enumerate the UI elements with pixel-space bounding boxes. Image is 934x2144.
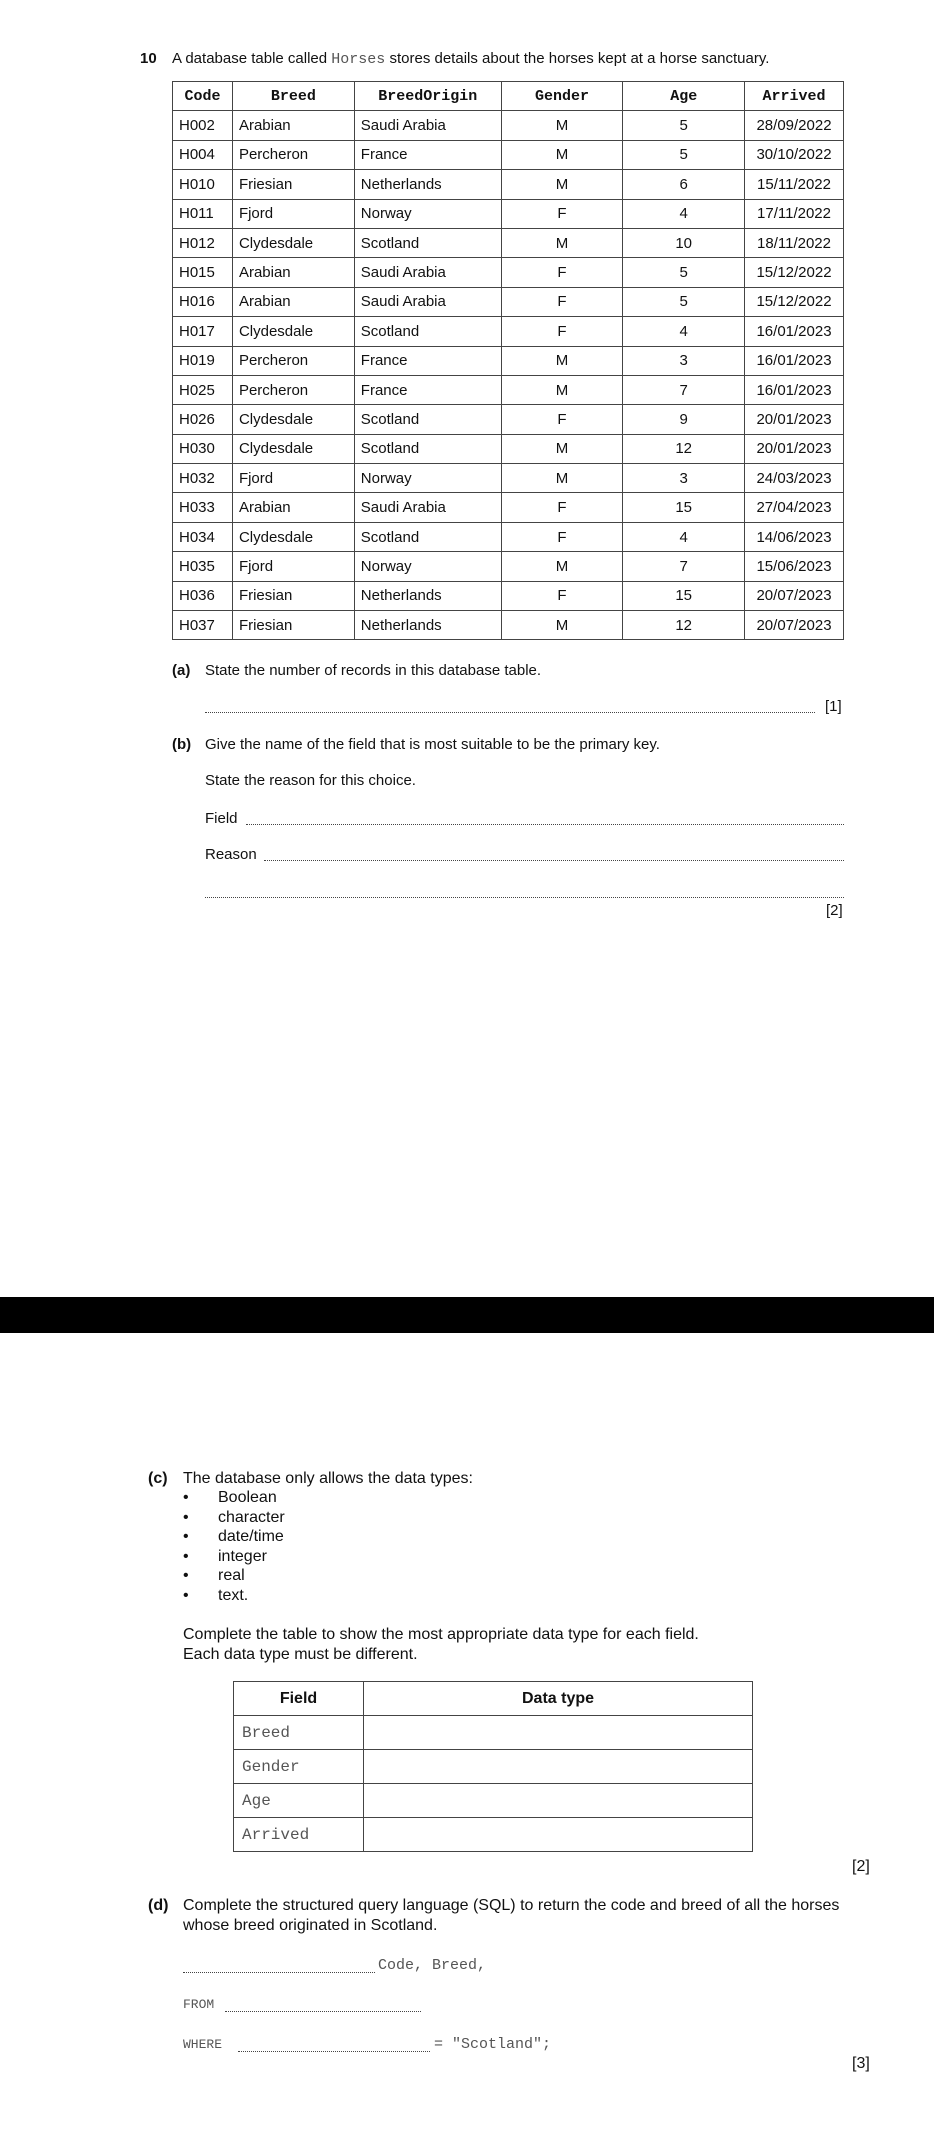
data-type-name: character xyxy=(218,1508,285,1526)
cell-age: 15 xyxy=(623,493,745,522)
cell-gender: M xyxy=(501,170,623,199)
bullet: • xyxy=(183,1508,189,1526)
part-b-reason-line[interactable] xyxy=(264,860,844,861)
data-type-item xyxy=(183,1508,285,1528)
data-type-table xyxy=(233,1681,753,1852)
cell-breed: Percheron xyxy=(232,375,354,404)
header-age: Age xyxy=(623,82,745,111)
cell-code: H019 xyxy=(173,346,233,375)
part-d-marks: [3] xyxy=(852,2055,870,2072)
cell-gender: M xyxy=(501,228,623,257)
part-d-label: (d) xyxy=(148,1897,169,1914)
cell-arrived: 27/04/2023 xyxy=(745,493,844,522)
cell-breed: Arabian xyxy=(232,493,354,522)
cell-breedorigin: France xyxy=(354,375,501,404)
sql-where-answer-line[interactable] xyxy=(238,2051,430,2052)
cell-arrived: 18/11/2022 xyxy=(745,228,844,257)
cell-gender: F xyxy=(501,493,623,522)
cell-code: H025 xyxy=(173,375,233,404)
cell-breed: Arabian xyxy=(232,287,354,316)
part-b-label: (b) xyxy=(172,736,192,753)
cell-breedorigin: Scotland xyxy=(354,228,501,257)
cell-arrived: 15/12/2022 xyxy=(745,258,844,287)
cell-gender: M xyxy=(501,111,623,140)
cell-age: 4 xyxy=(623,199,745,228)
cell-age: 10 xyxy=(623,228,745,257)
field-name: Gender xyxy=(234,1750,364,1784)
data-type-name: Boolean xyxy=(218,1489,277,1506)
cell-breedorigin: Saudi Arabia xyxy=(354,287,501,316)
cell-breedorigin: Netherlands xyxy=(354,170,501,199)
horse-row xyxy=(173,228,844,257)
cell-age: 12 xyxy=(623,434,745,463)
cell-breedorigin: Scotland xyxy=(354,405,501,434)
cell-breed: Arabian xyxy=(232,111,354,140)
horse-row xyxy=(173,199,844,228)
cell-breed: Clydesdale xyxy=(232,317,354,346)
part-a-answer-line[interactable] xyxy=(205,712,815,713)
cell-code: H004 xyxy=(173,140,233,169)
header-data-type: Data type xyxy=(364,1682,753,1716)
cell-code: H002 xyxy=(173,111,233,140)
cell-age: 5 xyxy=(623,287,745,316)
data-type-header-row xyxy=(234,1682,753,1716)
horse-row xyxy=(173,170,844,199)
header-breed: Breed xyxy=(232,82,354,111)
cell-gender: F xyxy=(501,317,623,346)
cell-breed: Clydesdale xyxy=(232,228,354,257)
cell-arrived: 20/07/2023 xyxy=(745,581,844,610)
cell-gender: M xyxy=(501,552,623,581)
part-c-instruction-1: Complete the table to show the most appropriate data type for each field. xyxy=(183,1626,699,1643)
horse-row xyxy=(173,493,844,522)
horse-row xyxy=(173,375,844,404)
horse-row xyxy=(173,258,844,287)
data-type-item xyxy=(183,1586,285,1606)
data-type-name: integer xyxy=(218,1547,267,1565)
cell-breed: Friesian xyxy=(232,170,354,199)
cell-breedorigin: Netherlands xyxy=(354,611,501,640)
data-type-item xyxy=(183,1547,285,1567)
cell-breed: Fjord xyxy=(232,464,354,493)
data-type-name: real xyxy=(218,1567,245,1584)
cell-breedorigin: France xyxy=(354,346,501,375)
cell-age: 4 xyxy=(623,317,745,346)
intro-text-after: stores details about the horses kept at a horse sanctuary. xyxy=(385,50,770,67)
field-name: Arrived xyxy=(234,1818,364,1852)
cell-breed: Clydesdale xyxy=(232,405,354,434)
horse-row xyxy=(173,111,844,140)
header-gender: Gender xyxy=(501,82,623,111)
data-type-item xyxy=(183,1527,285,1547)
cell-gender: F xyxy=(501,581,623,610)
cell-age: 6 xyxy=(623,170,745,199)
header-field: Field xyxy=(234,1682,364,1716)
horse-row xyxy=(173,287,844,316)
data-type-row xyxy=(234,1818,753,1852)
page-divider-band xyxy=(0,1297,934,1333)
cell-breedorigin: Scotland xyxy=(354,434,501,463)
cell-gender: F xyxy=(501,199,623,228)
data-types-list xyxy=(183,1488,285,1605)
horse-row xyxy=(173,581,844,610)
cell-code: H030 xyxy=(173,434,233,463)
cell-breedorigin: Saudi Arabia xyxy=(354,258,501,287)
bullet: • xyxy=(183,1489,189,1506)
cell-gender: M xyxy=(501,140,623,169)
cell-code: H010 xyxy=(173,170,233,199)
part-b-reason-line-2[interactable] xyxy=(205,897,844,898)
horse-row xyxy=(173,552,844,581)
horse-row xyxy=(173,522,844,551)
cell-arrived: 14/06/2023 xyxy=(745,522,844,551)
cell-gender: F xyxy=(501,258,623,287)
sql-select-suffix: Code, Breed, xyxy=(378,1957,487,1974)
part-c-label: (c) xyxy=(148,1470,168,1487)
question-intro xyxy=(172,50,769,68)
sql-from-keyword: FROM xyxy=(183,1997,215,2012)
cell-code: H036 xyxy=(173,581,233,610)
header-code: Code xyxy=(173,82,233,111)
cell-breed: Percheron xyxy=(232,140,354,169)
part-a-marks: [1] xyxy=(825,698,842,715)
part-c-instruction-2: Each data type must be different. xyxy=(183,1646,418,1663)
cell-arrived: 28/09/2022 xyxy=(745,111,844,140)
cell-age: 12 xyxy=(623,611,745,640)
part-b-marks: [2] xyxy=(826,902,843,919)
cell-arrived: 30/10/2022 xyxy=(745,140,844,169)
cell-breed: Percheron xyxy=(232,346,354,375)
horse-row xyxy=(173,317,844,346)
bullet: • xyxy=(183,1528,189,1545)
header-arrived: Arrived xyxy=(745,82,844,111)
cell-code: H017 xyxy=(173,317,233,346)
cell-gender: F xyxy=(501,405,623,434)
cell-gender: M xyxy=(501,464,623,493)
header-breedorigin: BreedOrigin xyxy=(354,82,501,111)
cell-breed: Fjord xyxy=(232,552,354,581)
cell-arrived: 16/01/2023 xyxy=(745,346,844,375)
horse-row xyxy=(173,346,844,375)
question-number: 10 xyxy=(140,50,157,67)
cell-breed: Friesian xyxy=(232,611,354,640)
cell-breed: Arabian xyxy=(232,258,354,287)
cell-code: H037 xyxy=(173,611,233,640)
cell-age: 3 xyxy=(623,464,745,493)
bullet: • xyxy=(183,1567,189,1584)
cell-age: 7 xyxy=(623,375,745,404)
cell-gender: F xyxy=(501,287,623,316)
cell-arrived: 24/03/2023 xyxy=(745,464,844,493)
cell-breedorigin: Norway xyxy=(354,464,501,493)
part-a-text: State the number of records in this database table. xyxy=(205,662,542,679)
cell-code: H035 xyxy=(173,552,233,581)
cell-age: 4 xyxy=(623,522,745,551)
cell-age: 5 xyxy=(623,111,745,140)
data-type-row xyxy=(234,1784,753,1818)
part-c-text: The database only allows the data types: xyxy=(183,1470,473,1487)
cell-arrived: 15/11/2022 xyxy=(745,170,844,199)
data-type-answer-cell[interactable] xyxy=(364,1750,753,1784)
cell-breedorigin: Norway xyxy=(354,552,501,581)
cell-breedorigin: Netherlands xyxy=(354,581,501,610)
bullet: • xyxy=(183,1586,189,1604)
cell-age: 5 xyxy=(623,140,745,169)
data-type-row xyxy=(234,1716,753,1750)
cell-code: H034 xyxy=(173,522,233,551)
part-a-label: (a) xyxy=(172,662,191,679)
cell-age: 3 xyxy=(623,346,745,375)
part-b-field-label: Field xyxy=(205,810,238,827)
part-b-reason-label: Reason xyxy=(205,846,257,863)
sql-select-answer-line[interactable] xyxy=(183,1972,375,1973)
sql-where-suffix: = "Scotland"; xyxy=(434,2036,552,2053)
cell-breed: Friesian xyxy=(232,581,354,610)
cell-breedorigin: Saudi Arabia xyxy=(354,493,501,522)
part-d-text-1: Complete the structured query language (SQL) to return the code and breed of all the horses xyxy=(183,1897,840,1914)
cell-arrived: 16/01/2023 xyxy=(745,375,844,404)
data-type-row xyxy=(234,1750,753,1784)
data-type-name: text. xyxy=(218,1586,249,1604)
table-name: Horses xyxy=(331,51,386,68)
part-d-text-2: whose breed originated in Scotland. xyxy=(183,1917,438,1934)
cell-arrived: 20/07/2023 xyxy=(745,611,844,640)
cell-gender: M xyxy=(501,434,623,463)
horses-header-row xyxy=(173,82,844,111)
horse-row xyxy=(173,434,844,463)
part-b-text2: State the reason for this choice. xyxy=(205,772,416,789)
part-c-marks: [2] xyxy=(852,1858,870,1875)
data-type-item xyxy=(183,1488,285,1508)
cell-arrived: 15/06/2023 xyxy=(745,552,844,581)
data-type-answer-cell[interactable] xyxy=(364,1818,753,1852)
horse-row xyxy=(173,405,844,434)
cell-breedorigin: Norway xyxy=(354,199,501,228)
cell-gender: M xyxy=(501,611,623,640)
cell-code: H011 xyxy=(173,199,233,228)
horses-table xyxy=(172,81,844,640)
cell-age: 7 xyxy=(623,552,745,581)
sql-from-answer-line[interactable] xyxy=(225,2011,421,2012)
cell-breed: Clydesdale xyxy=(232,434,354,463)
cell-gender: F xyxy=(501,522,623,551)
cell-breedorigin: Scotland xyxy=(354,522,501,551)
cell-code: H016 xyxy=(173,287,233,316)
part-b-text: Give the name of the field that is most suitable to be the primary key. xyxy=(205,736,660,753)
cell-breedorigin: Scotland xyxy=(354,317,501,346)
data-type-name: date/time xyxy=(218,1528,284,1545)
bullet: • xyxy=(183,1547,189,1565)
cell-arrived: 16/01/2023 xyxy=(745,317,844,346)
cell-breed: Clydesdale xyxy=(232,522,354,551)
data-type-item xyxy=(183,1566,285,1586)
cell-breedorigin: Saudi Arabia xyxy=(354,111,501,140)
cell-arrived: 17/11/2022 xyxy=(745,199,844,228)
data-type-answer-cell[interactable] xyxy=(364,1784,753,1818)
cell-gender: M xyxy=(501,346,623,375)
horses-body xyxy=(173,111,844,640)
cell-arrived: 20/01/2023 xyxy=(745,405,844,434)
cell-arrived: 15/12/2022 xyxy=(745,287,844,316)
horse-row xyxy=(173,611,844,640)
field-name: Breed xyxy=(234,1716,364,1750)
field-name: Age xyxy=(234,1784,364,1818)
cell-code: H012 xyxy=(173,228,233,257)
data-type-answer-cell[interactable] xyxy=(364,1716,753,1750)
cell-breedorigin: France xyxy=(354,140,501,169)
cell-code: H026 xyxy=(173,405,233,434)
cell-age: 15 xyxy=(623,581,745,610)
cell-age: 5 xyxy=(623,258,745,287)
horse-row xyxy=(173,464,844,493)
part-b-field-line[interactable] xyxy=(246,824,844,825)
intro-text-before: A database table called xyxy=(172,50,332,67)
cell-gender: M xyxy=(501,375,623,404)
cell-breed: Fjord xyxy=(232,199,354,228)
cell-code: H032 xyxy=(173,464,233,493)
cell-age: 9 xyxy=(623,405,745,434)
cell-code: H015 xyxy=(173,258,233,287)
horse-row xyxy=(173,140,844,169)
sql-where-keyword: WHERE xyxy=(183,2037,223,2052)
cell-arrived: 20/01/2023 xyxy=(745,434,844,463)
cell-code: H033 xyxy=(173,493,233,522)
